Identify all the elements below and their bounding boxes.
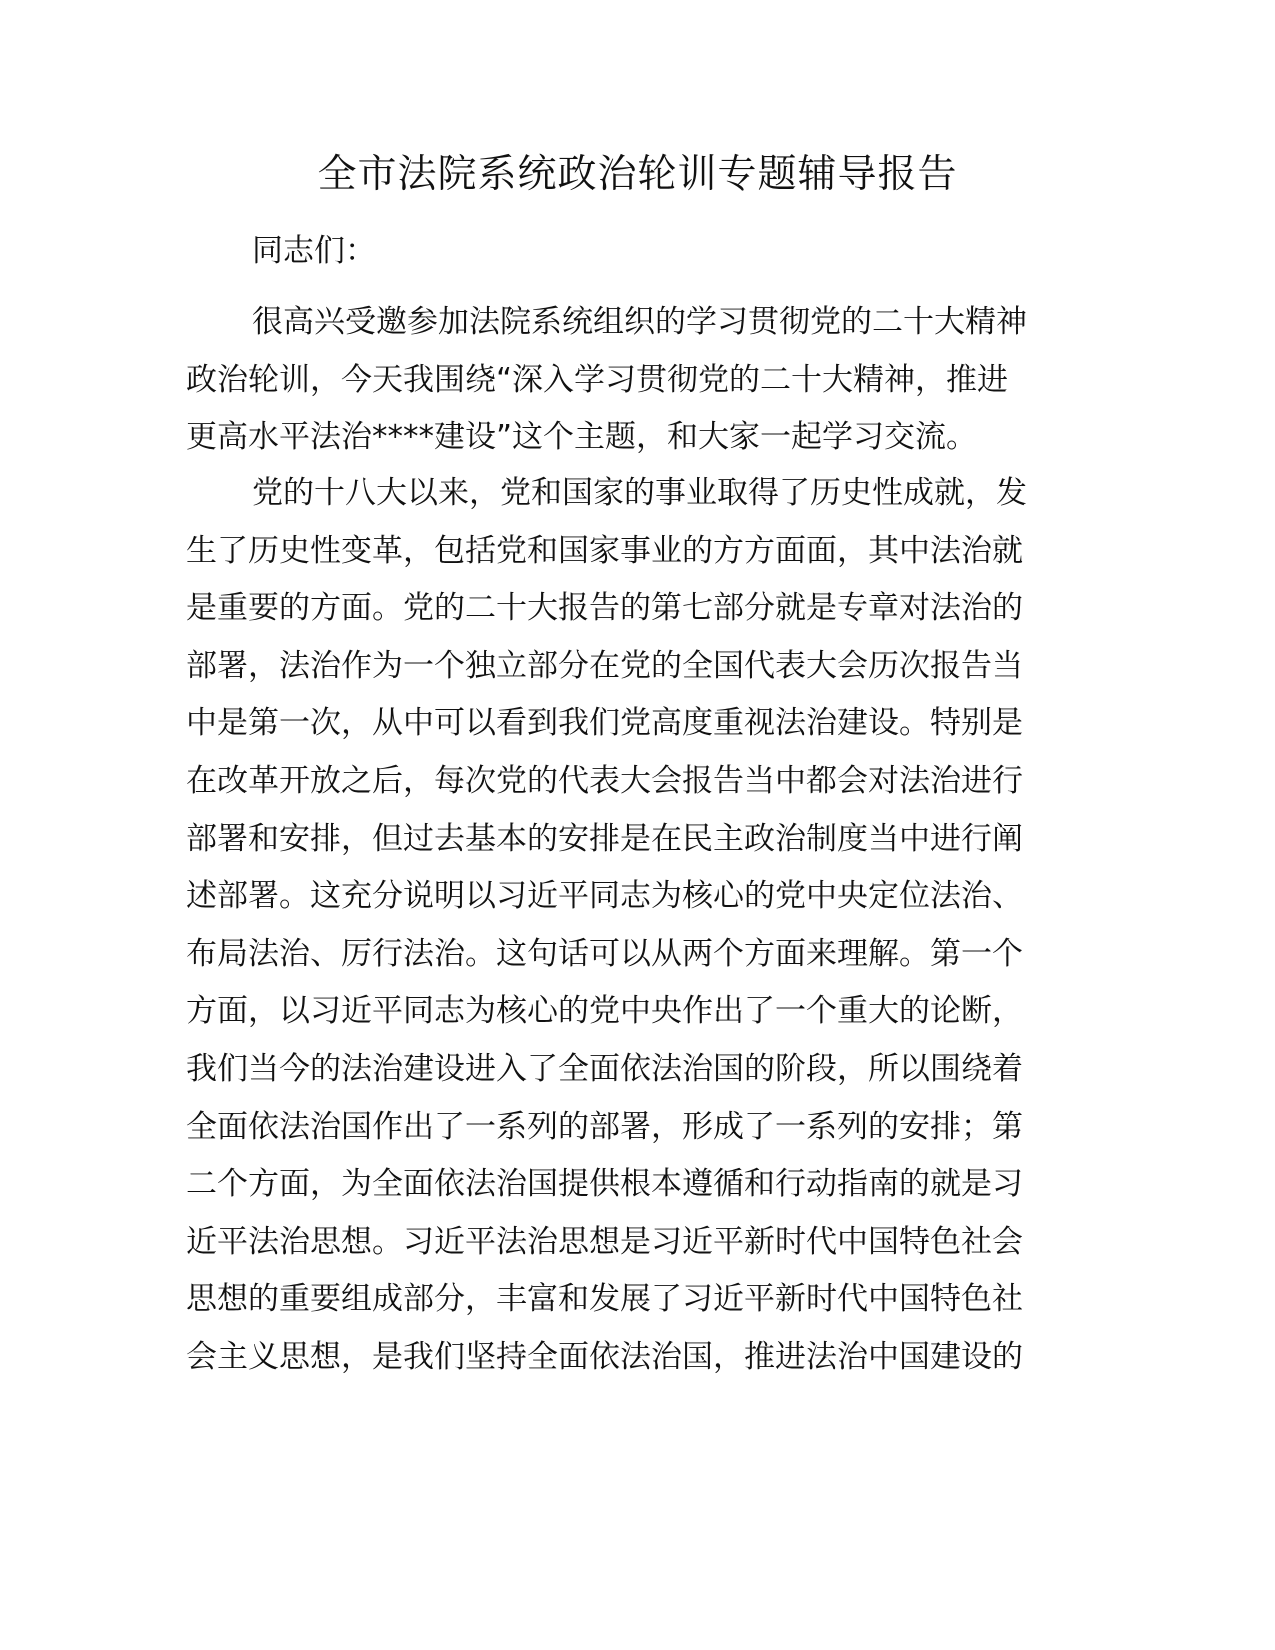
paragraph-2-line: 中是第一次，从中可以看到我们党高度重视法治建设。特别是 <box>186 705 1023 742</box>
paragraph-2-line: 在改革开放之后，每次党的代表大会报告当中都会对法治进行 <box>186 762 1023 799</box>
paragraph-2-line: 全面依法治国作出了一系列的部署，形成了一系列的安排；第 <box>186 1108 1023 1145</box>
paragraph-2-line: 近平法治思想。习近平法治思想是习近平新时代中国特色社会 <box>186 1223 1023 1260</box>
paragraph-1-line: 很高兴受邀参加法院系统组织的学习贯彻党的二十大精神 <box>252 304 1027 340</box>
paragraph-2-line: 生了历史性变革，包括党和国家事业的方方面面，其中法治就 <box>186 532 1023 569</box>
paragraph-1-line: 更高水平法治****建设”这个主题，和大家一起学习交流。 <box>186 419 978 456</box>
paragraph-1-line: 政治轮训，今天我围绕“深入学习贯彻党的二十大精神，推进 <box>186 361 1009 398</box>
paragraph-2-line: 部署，法治作为一个独立部分在党的全国代表大会历次报告当 <box>186 647 1023 684</box>
paragraph-2-line: 是重要的方面。党的二十大报告的第七部分就是专章对法治的 <box>186 590 1023 627</box>
paragraph-2-line: 党的十八大以来，党和国家的事业取得了历史性成就，发 <box>252 475 1027 511</box>
paragraph-2 <box>186 465 1076 1387</box>
salutation-line: 同志们： <box>252 233 376 269</box>
paragraph-2-line: 部署和安排，但过去基本的安排是在民主政治制度当中进行阐 <box>186 820 1023 857</box>
paragraph-2-line: 二个方面，为全面依法治国提供根本遵循和行动指南的就是习 <box>186 1166 1023 1203</box>
paragraph-2-line: 我们当今的法治建设进入了全面依法治国的阶段，所以围绕着 <box>186 1050 1023 1087</box>
paragraph-2-line: 思想的重要组成部分，丰富和发展了习近平新时代中国特色社 <box>186 1281 1023 1318</box>
paragraph-2-line: 述部署。这充分说明以习近平同志为核心的党中央定位法治、 <box>186 878 1023 915</box>
paragraph-2-line: 方面，以习近平同志为核心的党中央作出了一个重大的论断， <box>186 993 1023 1030</box>
paragraph-2-line: 会主义思想，是我们坚持全面依法治国，推进法治中国建设的 <box>186 1338 1023 1375</box>
paragraph-2-line: 布局法治、厉行法治。这句话可以从两个方面来理解。第一个 <box>186 935 1023 972</box>
document-title: 全市法院系统政治轮训专题辅导报告 <box>317 152 958 197</box>
salutation <box>186 223 1076 281</box>
paragraph-1 <box>186 294 1076 467</box>
